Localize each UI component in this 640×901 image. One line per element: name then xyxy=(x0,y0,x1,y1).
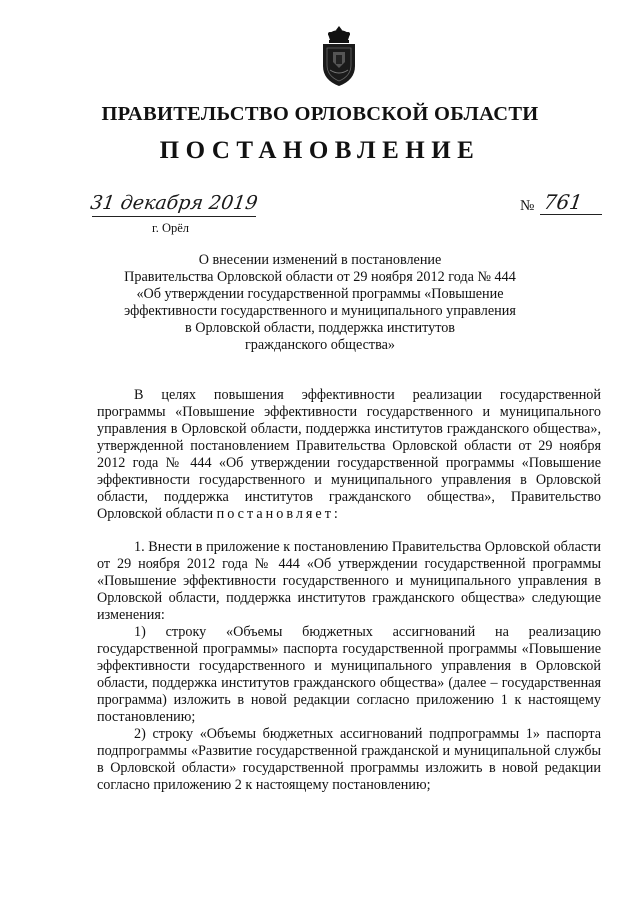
decree-body xyxy=(97,387,601,794)
decree-number: 761 xyxy=(542,190,584,214)
subject-line: в Орловской области, поддержка институтов xyxy=(184,320,456,336)
issue-city: г. Орёл xyxy=(152,221,190,235)
subject-line: гражданского общества» xyxy=(244,337,396,353)
preamble-text: В целях повышения эффективности реализации государственной программы «Повышение эффективности государственного и муниципального управления в Орловской области, поддержка институтов гражданского общества», утвержденной постановлением Правительства Орловской области от 29 ноября 2012 года № 444 «Об утверждении государственной программы «Повышение эффективности государственного и муниципального управления в Орловской области, поддержка институтов гражданского общества», Правительство Орловской области xyxy=(97,387,601,522)
document-type: ПОСТАНОВЛЕНИЕ xyxy=(159,137,481,164)
subject-line: эффективности государственного и муниципального управления xyxy=(124,303,516,319)
subject-line: О внесении изменений в постановление xyxy=(198,252,442,268)
number-label: № xyxy=(520,198,535,214)
decree-date: 31 декабря 2019 xyxy=(89,192,260,214)
resolves-word: постановляет: xyxy=(216,506,341,522)
item-1-2-paragraph: 2) строку «Объемы бюджетных ассигнований подпрограммы 1» паспорта подпрограммы «Развитие государственной гражданской и муниципальной службы в Орловской области» государственной программы изложить в новой редакции согласно приложению 2 к настоящему постановлению; xyxy=(97,726,601,793)
coat-of-arms-icon xyxy=(318,24,360,88)
subject-line: «Об утверждении государственной программы «Повышение xyxy=(136,286,504,302)
preamble-paragraph xyxy=(97,387,601,523)
subject-line: Правительства Орловской области от 29 ноября 2012 года № 444 xyxy=(124,269,516,285)
date-underline xyxy=(92,216,256,217)
government-name: ПРАВИТЕЛЬСТВО ОРЛОВСКОЙ ОБЛАСТИ xyxy=(101,103,539,125)
item-1-1-paragraph: 1) строку «Объемы бюджетных ассигнований на реализацию государственной программы» паспорта государственной программы «Повышение эффективности государственного и муниципального управления в Орловской области, поддержка институтов гражданского общества» (далее – государственная программа) изложить в новой редакции согласно приложению 1 к настоящему постановлению; xyxy=(97,624,601,725)
decree-subject xyxy=(110,252,530,354)
item-1-paragraph: 1. Внести в приложение к постановлению Правительства Орловской области от 29 ноября 2012 года № 444 «Об утверждении государственной программы «Повышение эффективности государственного и муниципального управления в Орловской области, поддержка институтов гражданского общества» следующие изменения: xyxy=(97,539,601,623)
number-underline xyxy=(540,214,602,215)
